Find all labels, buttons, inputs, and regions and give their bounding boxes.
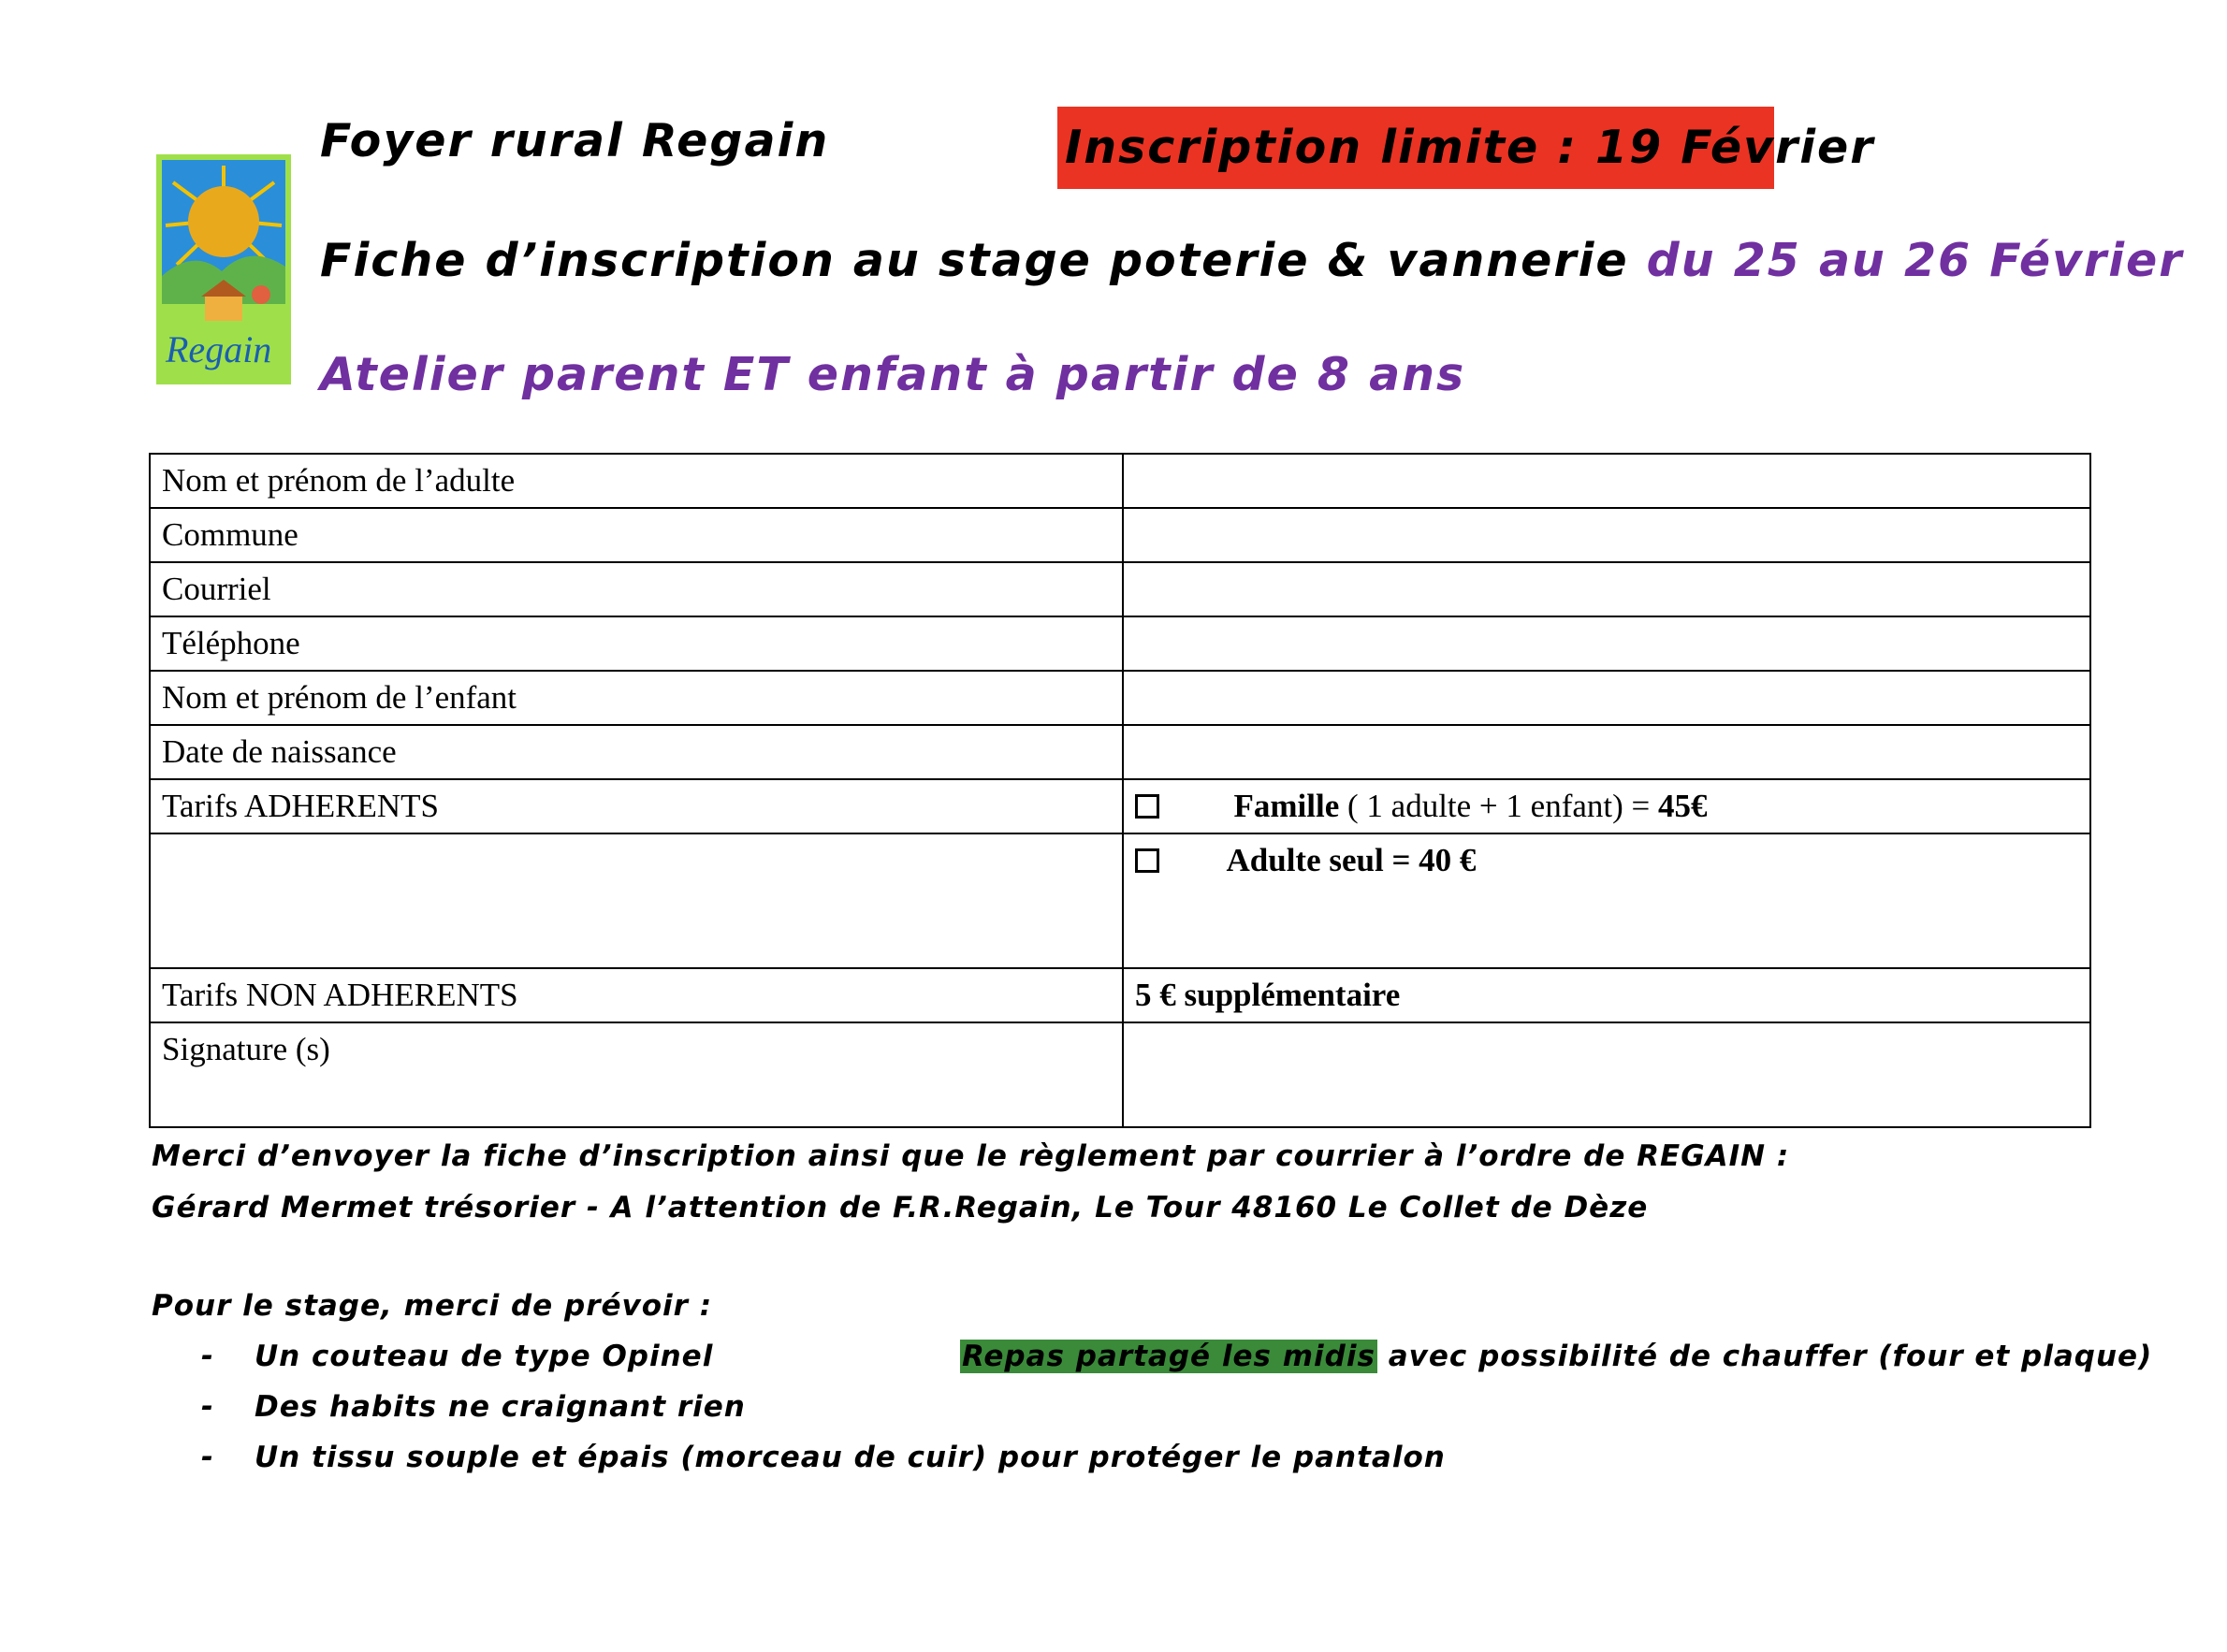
empty-cell [150,833,1123,968]
form-field[interactable] [1123,616,2090,671]
form-title [320,234,2183,287]
tarifs-non-adherents-value: 5 € supplémentaire [1123,968,2090,1022]
tarifs-adherents-row [150,779,2090,833]
famille-price: 45€ [1658,788,1708,824]
logo-text: Regain [166,328,272,370]
list-item-text: Un couteau de type Opinel [255,1340,714,1373]
deadline-banner: Inscription limite : 19 Février [1057,107,1774,189]
adulte-label: Adulte seul = 40 € [1226,842,1477,878]
lunch-note [960,1340,2152,1373]
tarifs-non-adherents-label: Tarifs NON ADHERENTS [150,968,1123,1022]
lunch-rest: avec possibilité de chauffer (four et plaque) [1376,1340,2153,1373]
mailing-instruction: Merci d’envoyer la fiche d’inscription ainsi que le règlement par courrier à l’ordre de REGAIN : [152,1139,1790,1173]
form-label: Nom et prénom de l’adulte [150,454,1123,508]
org-name: Foyer rural Regain [320,114,830,167]
form-field[interactable] [1123,562,2090,616]
form-row [150,508,2090,562]
form-label: Téléphone [150,616,1123,671]
form-label: Date de naissance [150,725,1123,779]
preparation-title: Pour le stage, merci de prévoir : [152,1289,713,1323]
famille-label: Famille [1233,788,1340,824]
bullet-dash: - [201,1340,214,1373]
lunch-highlight: Repas partagé les midis [962,1340,1376,1373]
form-row [150,562,2090,616]
mailing-address: Gérard Mermet trésorier - A l’attention de F.R.Regain, Le Tour 48160 Le Collet de Dèze [152,1191,1649,1225]
signature-field[interactable] [1123,1022,2090,1127]
adulte-checkbox[interactable] [1135,848,1159,873]
list-item-text: Un tissu souple et épais (morceau de cuir) pour protéger le pantalon [255,1441,1446,1474]
form-title-main: Fiche d’inscription au stage poterie & vannerie [320,234,1629,287]
form-row [150,725,2090,779]
famille-detail: ( 1 adulte + 1 enfant) = [1339,788,1659,824]
bullet-dash: - [201,1441,214,1474]
form-row [150,616,2090,671]
tarifs-adherents-label: Tarifs ADHERENTS [150,779,1123,833]
form-label: Nom et prénom de l’enfant [150,671,1123,725]
registration-form [149,453,2091,1128]
regain-logo [156,154,291,384]
option-famille[interactable] [1123,779,2090,833]
form-title-dates: du 25 au 26 Février [1646,234,2184,287]
list-item-text: Des habits ne craignant rien [255,1390,746,1424]
signature-label: Signature (s) [150,1022,1123,1127]
subtitle: Atelier parent ET enfant à partir de 8 ans [320,348,1466,401]
form-field[interactable] [1123,671,2090,725]
form-row [150,671,2090,725]
form-field[interactable] [1123,725,2090,779]
bullet-dash: - [201,1390,214,1424]
signature-row [150,1022,2090,1127]
form-row [150,454,2090,508]
tarifs-non-adherents-row [150,968,2090,1022]
form-field[interactable] [1123,454,2090,508]
famille-checkbox[interactable] [1135,794,1159,819]
adulte-row [150,833,2090,968]
form-label: Commune [150,508,1123,562]
option-adulte[interactable] [1123,833,2090,968]
form-field[interactable] [1123,508,2090,562]
form-label: Courriel [150,562,1123,616]
